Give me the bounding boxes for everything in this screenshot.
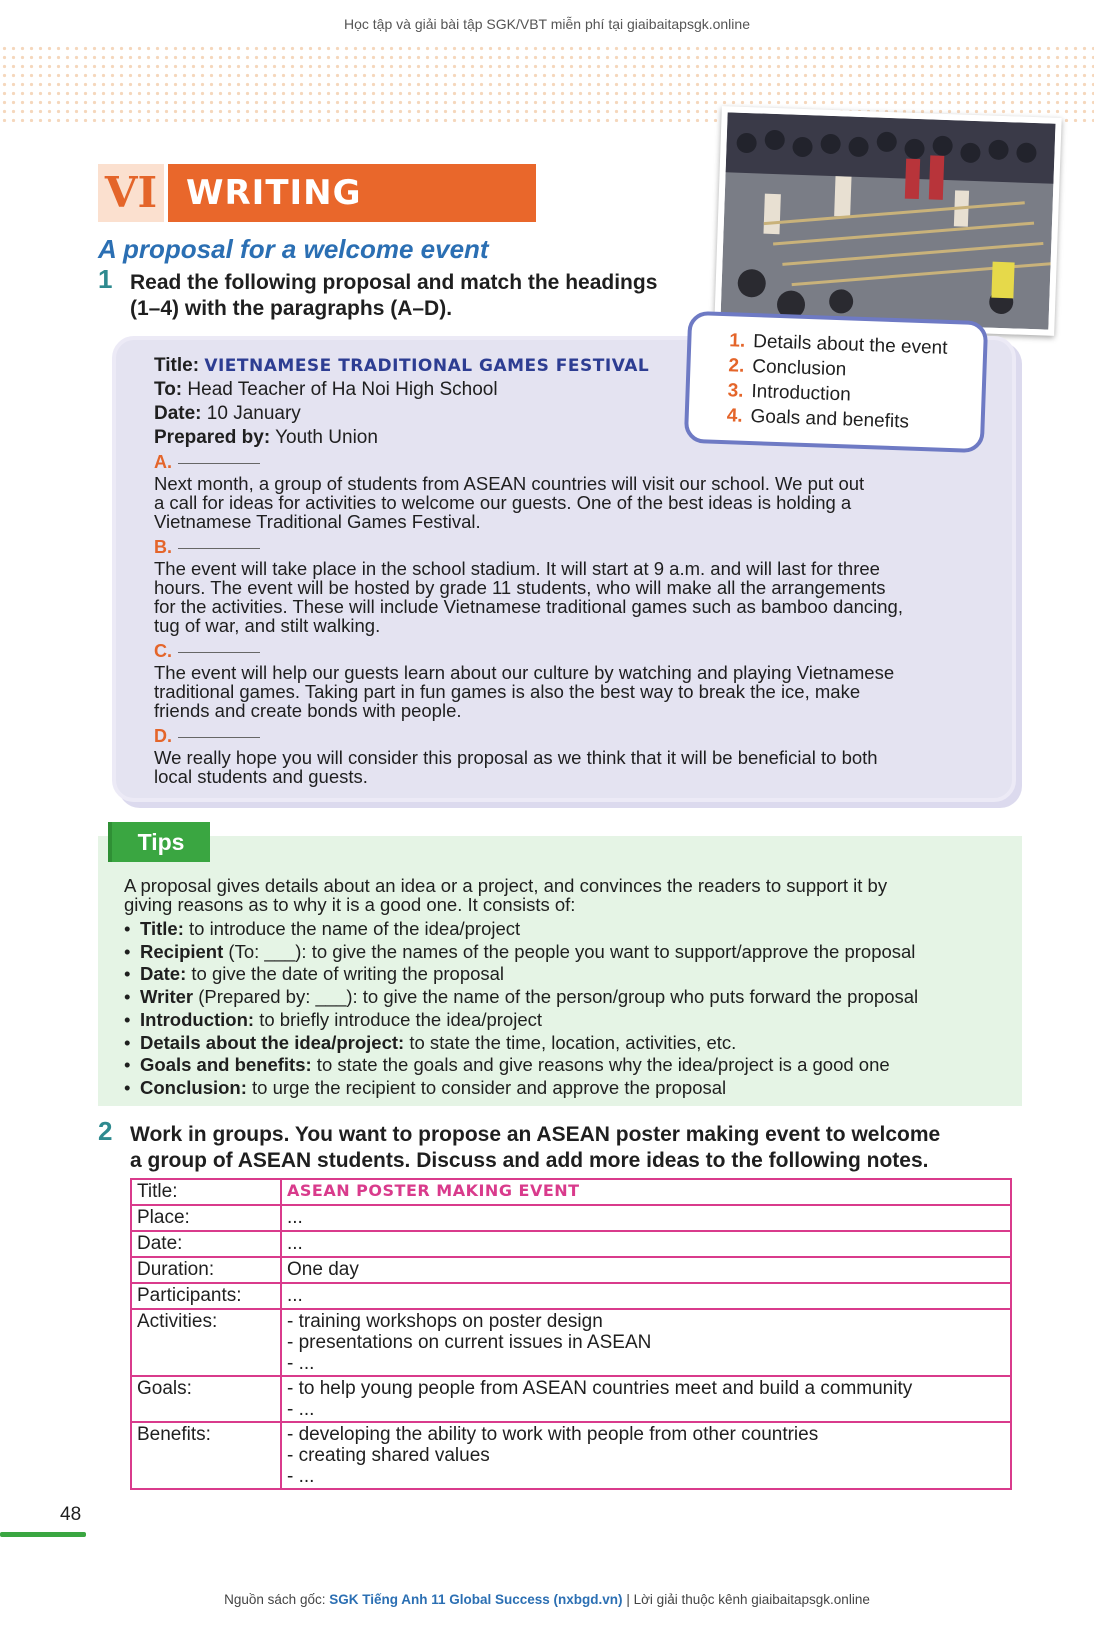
notes-line: - ... (287, 1466, 315, 1487)
headings-list-box (684, 311, 988, 453)
paragraph-letter: C. (154, 641, 172, 661)
dotted-decoration (0, 44, 1094, 122)
table-row (131, 1309, 1011, 1376)
exercise-2-instruction (130, 1122, 940, 1174)
notes-value[interactable]: ... (281, 1283, 1011, 1309)
table-row (131, 1283, 1011, 1309)
notes-line: - developing the ability to work with people from other countries (287, 1424, 819, 1445)
proposal-prepared-value: Youth Union (275, 427, 378, 448)
proposal-title-label: Title: (154, 355, 200, 376)
notes-label: Benefits: (131, 1422, 281, 1489)
paragraph-a-heading (154, 450, 1014, 474)
header-source-note: Học tập và giải bài tập SGK/VBT miễn phí tại giaibaitapsgk.online (344, 16, 750, 32)
tip-term: Recipient (140, 940, 224, 962)
tip-text: to urge the recipient to consider and approve the proposal (246, 1076, 727, 1098)
notes-value[interactable]: ... (281, 1205, 1011, 1231)
page-number: 48 (60, 1504, 82, 1525)
paragraph-line: hours. The event will be hosted by grade 11 students, who will make all the arrangements (154, 577, 886, 598)
footer-suffix: | Lời giải thuộc kênh giaibaitapsgk.online (626, 1592, 870, 1607)
tip-term: Conclusion: (140, 1076, 247, 1098)
notes-activities-cell[interactable] (281, 1309, 1011, 1376)
proposal-date-value: 10 January (206, 403, 301, 424)
tip-term: Writer (140, 986, 194, 1008)
photo-image (721, 112, 1056, 329)
paragraph-line: a call for ideas for activities to welcome our guests. One of the best ideas is holding a (154, 492, 852, 513)
notes-line: - to help young people from ASEAN countries meet and build a community (287, 1378, 913, 1399)
table-row (131, 1205, 1011, 1231)
instruction-line: Read the following proposal and match the headings (130, 271, 658, 294)
tip-term: Introduction: (140, 1008, 255, 1030)
tips-list-item (124, 1054, 1014, 1077)
answer-blank[interactable] (178, 463, 260, 464)
notes-goals-cell[interactable] (281, 1376, 1011, 1422)
exercise-1-number: 1 (98, 264, 113, 294)
exercise-1-instruction (130, 270, 657, 322)
bamboo-dance-photo (714, 106, 1061, 336)
tips-list-item (124, 1077, 1014, 1100)
exercise-2-number: 2 (98, 1116, 113, 1146)
paragraph-line: We really hope you will consider this proposal as we think that it will be beneficial to both (154, 747, 878, 768)
paragraph-a-text (154, 474, 1014, 531)
tip-text: (To: ___): to give the names of the people you want to support/approve the proposal (223, 940, 916, 962)
tip-term: Details about the idea/project: (140, 1031, 405, 1053)
paragraph-line: The event will take place in the school stadium. It will start at 9 a.m. and will last for three (154, 558, 880, 579)
tips-list-item (124, 918, 1014, 941)
notes-line: - presentations on current issues in ASEAN (287, 1332, 652, 1353)
tips-list-item (124, 1032, 1014, 1055)
tip-term: Date: (140, 963, 187, 985)
paragraph-line: for the activities. These will include Vietnamese traditional games such as bamboo dancing, (154, 596, 903, 617)
tips-intro-line: giving reasons as to why it is a good one. It consists of: (124, 894, 576, 915)
tip-text: to state the time, location, activities, etc. (404, 1031, 737, 1053)
tips-list (124, 918, 1014, 1100)
instruction-line: a group of ASEAN students. Discuss and add more ideas to the following notes. (130, 1149, 929, 1172)
paragraph-letter: A. (154, 452, 172, 472)
paragraph-line: The event will help our guests learn about our culture by watching and playing Vietnamese (154, 662, 895, 683)
paragraph-d-text (154, 748, 1014, 786)
tips-intro-line: A proposal gives details about an idea or a project, and convinces the readers to support it by (124, 875, 888, 896)
notes-value: One day (281, 1257, 1011, 1283)
paragraph-b-heading (154, 535, 1014, 559)
tips-list-item (124, 1009, 1014, 1032)
table-row (131, 1422, 1011, 1489)
tips-label: Tips (112, 822, 210, 862)
heading-number: 1. (729, 330, 746, 352)
tip-text: to give the date of writing the proposal (186, 963, 505, 985)
instruction-line: (1–4) with the paragraphs (A–D). (130, 297, 453, 320)
proposal-date-label: Date: (154, 403, 202, 424)
notes-label: Goals: (131, 1376, 281, 1422)
paragraph-line: Vietnamese Traditional Games Festival. (154, 511, 481, 532)
proposal-to-value: Head Teacher of Ha Noi High School (187, 379, 498, 400)
notes-label: Activities: (131, 1309, 281, 1376)
heading-number: 2. (728, 355, 745, 377)
notes-label: Date: (131, 1231, 281, 1257)
notes-benefits-cell[interactable] (281, 1422, 1011, 1489)
section-subtitle: A proposal for a welcome event (98, 234, 489, 264)
notes-table (130, 1178, 1012, 1490)
notes-label: Participants: (131, 1283, 281, 1309)
section-heading (98, 164, 536, 222)
proposal-to-label: To: (154, 379, 183, 400)
page-number-bar (0, 1532, 86, 1537)
tip-text: to briefly introduce the idea/project (254, 1008, 543, 1030)
tip-term: Title: (140, 918, 184, 939)
notes-line: - ... (287, 1399, 315, 1420)
heading-number: 3. (727, 380, 744, 402)
notes-title-value: ASEAN POSTER MAKING EVENT (281, 1179, 1011, 1205)
heading-text: Conclusion (751, 356, 847, 381)
proposal-title-value: VIETNAMESE TRADITIONAL GAMES FESTIVAL (204, 356, 650, 376)
paragraph-line: traditional games. Taking part in fun games is also the best way to break the ice, make (154, 681, 861, 702)
heading-text: Goals and benefits (750, 406, 910, 433)
paragraph-line: tug of war, and stilt walking. (154, 615, 381, 636)
paragraph-line: local students and guests. (154, 766, 368, 787)
answer-blank[interactable] (178, 548, 260, 549)
tips-list-item (124, 986, 1014, 1009)
tip-term: Goals and benefits: (140, 1054, 312, 1076)
heading-text: Introduction (751, 381, 852, 406)
tip-text: to introduce the name of the idea/project (183, 918, 521, 939)
table-row (131, 1231, 1011, 1257)
paragraph-line: friends and create bonds with people. (154, 700, 462, 721)
footer-prefix: Nguồn sách gốc: (224, 1592, 326, 1607)
notes-label: Title: (131, 1179, 281, 1205)
notes-label: Place: (131, 1205, 281, 1231)
paragraph-d-heading (154, 724, 1014, 748)
table-row (131, 1257, 1011, 1283)
paragraph-c-text (154, 663, 1014, 720)
footer-source-link[interactable]: SGK Tiếng Anh 11 Global Success (nxbgd.vn) (329, 1592, 623, 1607)
tip-text: (Prepared by: ___): to give the name of the person/group who puts forward the proposal (193, 986, 919, 1008)
paragraph-line: Next month, a group of students from ASEAN countries will visit our school. We put out (154, 473, 865, 494)
notes-label: Duration: (131, 1257, 281, 1283)
heading-number: 4. (726, 405, 743, 427)
tips-intro (124, 876, 1014, 914)
paragraph-c-heading (154, 639, 1014, 663)
notes-line: - ... (287, 1353, 315, 1374)
notes-value[interactable]: ... (281, 1231, 1011, 1257)
notes-line: - training workshops on poster design (287, 1311, 603, 1332)
paragraph-letter: B. (154, 537, 172, 557)
footer-source (0, 1592, 1094, 1607)
answer-blank[interactable] (178, 652, 260, 653)
notes-line: - creating shared values (287, 1445, 490, 1466)
section-number: VI (98, 164, 164, 222)
tip-text: to state the goals and give reasons why the idea/project is a good one (311, 1054, 890, 1076)
table-row (131, 1179, 1011, 1205)
table-row (131, 1376, 1011, 1422)
answer-blank[interactable] (178, 737, 260, 738)
paragraph-b-text (154, 559, 1014, 635)
paragraph-letter: D. (154, 726, 172, 746)
section-title: WRITING (168, 164, 536, 222)
instruction-line: Work in groups. You want to propose an ASEAN poster making event to welcome (130, 1123, 941, 1146)
heading-text: Details about the event (752, 331, 948, 359)
tips-list-item (124, 963, 1014, 986)
proposal-prepared-label: Prepared by: (154, 427, 271, 448)
tips-list-item (124, 941, 1014, 964)
